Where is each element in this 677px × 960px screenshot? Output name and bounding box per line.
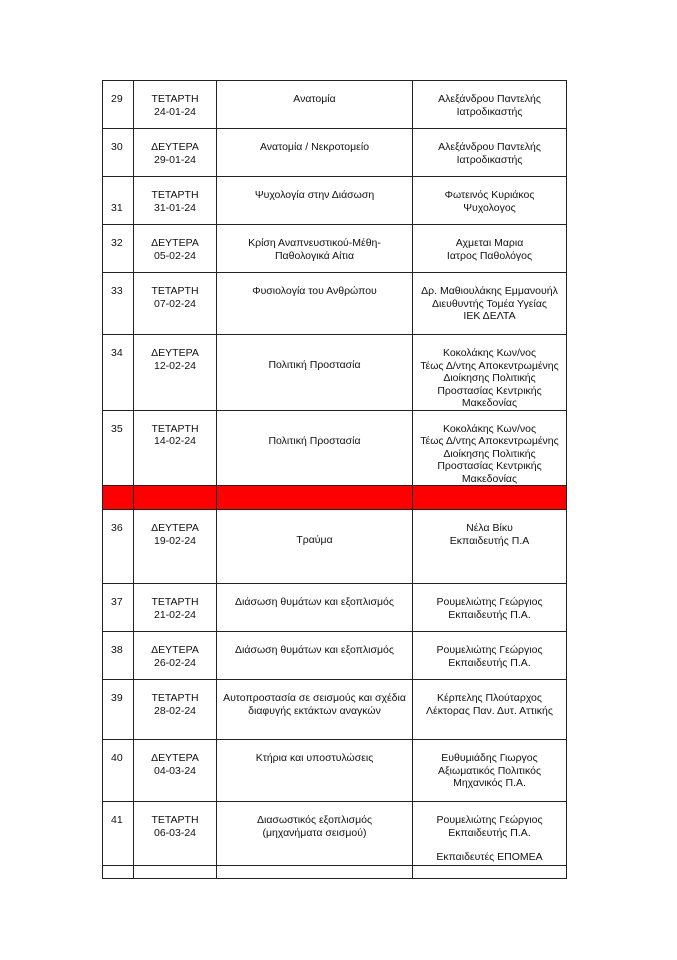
table-row xyxy=(103,740,567,802)
instructor-cell-line: Φωτεινός Κυριάκος xyxy=(444,189,535,201)
subject-cell-line: Ανατομία / Νεκροτομείο xyxy=(259,141,370,153)
instructor-cell-line: Τέως Δ/ντης Αποκεντρωμένης xyxy=(420,435,559,447)
instructor-cell-line: Εκπαιδευτής Π.Α. xyxy=(448,656,531,669)
subject-cell xyxy=(217,410,413,486)
day-name: ΤΕΤΑΡΤΗ xyxy=(151,189,199,201)
subject-cell xyxy=(217,81,413,129)
highlight-cell xyxy=(217,486,413,510)
day-name: ΤΕΤΑΡΤΗ xyxy=(151,814,199,826)
row-number: 29 xyxy=(103,81,134,129)
day-name: ΤΕΤΑΡΤΗ xyxy=(151,692,199,704)
subject-cell-line: Φυσιολογία του Ανθρώπου xyxy=(252,285,377,297)
day-name: ΔΕΥΤΕΡΑ xyxy=(151,237,199,249)
instructor-cell-line: Αλεξάνδρου Παντελής xyxy=(438,141,541,153)
table-row xyxy=(103,335,567,411)
table-row xyxy=(103,273,567,335)
instructor-cell-line: Κοκολάκης Κων/νος xyxy=(442,347,537,359)
highlight-cell xyxy=(103,486,134,510)
subject-cell xyxy=(217,584,413,632)
instructor-cell-line: Ρουμελιώτης Γεώργιος xyxy=(436,596,543,608)
subject-cell xyxy=(217,680,413,740)
subject-cell-line: Διάσωση θυμάτων και εξοπλισμός xyxy=(235,596,394,608)
instructor-cell xyxy=(413,680,567,740)
instructor-cell xyxy=(413,129,567,177)
highlight-separator-row xyxy=(103,486,567,510)
subject-cell xyxy=(217,335,413,411)
highlight-cell xyxy=(413,486,567,510)
row-number: 33 xyxy=(103,273,134,335)
schedule-body xyxy=(103,81,567,879)
date-cell xyxy=(134,335,217,411)
instructor-cell-line: Ρουμελιώτης Γεώργιος xyxy=(436,644,543,656)
instructor-cell-line: Ρουμελιώτης Γεώργιος xyxy=(436,814,543,826)
day-name: ΔΕΥΤΕΡΑ xyxy=(151,752,199,764)
highlight-cell xyxy=(134,486,217,510)
subject-cell-line: Αυτοπροστασία σε σεισμούς και σχέδια xyxy=(223,692,406,704)
instructor-cell-line: Δρ. Μαθιουλάκης Εμμανουήλ xyxy=(421,285,558,297)
date-value: 19-02-24 xyxy=(153,534,197,547)
instructor-cell-line: Τέως Δ/ντης Αποκεντρωμένης xyxy=(420,359,559,372)
date-value: 29-01-24 xyxy=(153,153,197,166)
table-row xyxy=(103,680,567,740)
instructor-cell xyxy=(413,335,567,411)
subject-cell-line xyxy=(217,347,412,359)
subject-cell-line: Παθολογικά Αίτια xyxy=(274,249,355,262)
instructor-cell-line: Ιατροδικαστής xyxy=(456,153,523,166)
subject-cell xyxy=(217,802,413,866)
date-cell xyxy=(134,632,217,680)
date-value: 26-02-24 xyxy=(153,656,197,669)
instructor-cell-line: Προστασίας Κεντρικής xyxy=(437,460,542,472)
date-cell xyxy=(134,273,217,335)
instructor-cell-line xyxy=(413,839,566,851)
day-name: ΔΕΥΤΕΡΑ xyxy=(151,522,199,534)
date-cell xyxy=(134,129,217,177)
row-number: 34 xyxy=(103,335,134,411)
instructor-cell xyxy=(413,177,567,225)
instructor-cell-line: Αχμεται Μαρια xyxy=(455,237,524,249)
instructor-cell-line: ΙΕΚ ΔΕΛΤΑ xyxy=(463,310,516,322)
date-cell xyxy=(134,510,217,584)
subject-cell xyxy=(217,510,413,584)
day-name: ΤΕΤΑΡΤΗ xyxy=(151,596,199,608)
day-name: ΔΕΥΤΕΡΑ xyxy=(151,141,199,153)
row-number: 37 xyxy=(103,584,134,632)
instructor-cell-line: Εκπαιδευτής Π.Α. xyxy=(448,826,531,839)
subject-cell-line: (μηχανήματα σεισμού) xyxy=(262,826,367,839)
empty-cell xyxy=(413,866,567,879)
date-cell xyxy=(134,81,217,129)
instructor-cell-line: Ιατρος Παθολόγος xyxy=(446,249,533,262)
instructor-cell-line: Κέρπελης Πλούταρχος xyxy=(437,692,542,704)
day-name: ΔΕΥΤΕΡΑ xyxy=(151,347,199,359)
date-value: 21-02-24 xyxy=(153,608,197,621)
subject-cell-line: διαφυγής εκτάκτων αναγκών xyxy=(248,704,381,717)
subject-cell-line: Πολιτική Προστασία xyxy=(268,434,361,447)
instructor-cell-line: Εκπαιδευτές ΕΠΟΜΕΑ xyxy=(436,851,543,863)
table-row xyxy=(103,129,567,177)
subject-cell-line: Κρίση Αναπνευστικού-Μέθη- xyxy=(248,237,381,249)
instructor-cell xyxy=(413,410,567,486)
instructor-cell-line: Διοίκησης Πολιτικής xyxy=(443,447,536,460)
date-value: 14-02-24 xyxy=(153,435,197,447)
subject-cell xyxy=(217,740,413,802)
day-name: ΤΕΤΑΡΤΗ xyxy=(151,285,199,297)
table-row xyxy=(103,81,567,129)
row-number: 36 xyxy=(103,510,134,584)
subject-cell-line: Διασωστικός εξοπλισμός xyxy=(256,814,373,826)
instructor-cell xyxy=(413,81,567,129)
subject-cell xyxy=(217,225,413,273)
date-cell xyxy=(134,225,217,273)
table-row xyxy=(103,802,567,866)
instructor-cell-line: Αξιωματικός Πολιτικός xyxy=(437,764,542,777)
subject-cell-line xyxy=(217,522,412,534)
date-value: 24-01-24 xyxy=(153,105,197,118)
row-number: 35 xyxy=(103,410,134,486)
instructor-cell-line: Μακεδονίας xyxy=(461,397,518,409)
empty-cell xyxy=(103,866,134,879)
subject-cell-line: Πολιτική Προστασία xyxy=(268,359,361,371)
instructor-cell-line: Ιατροδικαστής xyxy=(456,105,523,118)
instructor-cell xyxy=(413,740,567,802)
instructor-cell-line: Λέκτορας Παν. Δυτ. Αττικής xyxy=(426,704,553,717)
empty-cell xyxy=(134,866,217,879)
date-value: 28-02-24 xyxy=(153,704,197,717)
instructor-cell-line: Ευθυμιάδης Γιωργος xyxy=(441,752,538,764)
instructor-cell-line: Κοκολάκης Κων/νος xyxy=(442,422,537,435)
empty-cell xyxy=(217,866,413,879)
date-cell xyxy=(134,177,217,225)
instructor-cell-line: Μακεδονίας xyxy=(461,472,518,485)
instructor-cell-line: Νέλα Βίκυ xyxy=(466,522,513,534)
date-cell xyxy=(134,584,217,632)
table-row xyxy=(103,510,567,584)
date-value: 05-02-24 xyxy=(153,249,197,262)
subject-cell-line: Ανατομία xyxy=(293,93,336,105)
subject-cell xyxy=(217,177,413,225)
date-value: 06-03-24 xyxy=(153,826,197,839)
day-name: ΔΕΥΤΕΡΑ xyxy=(151,644,199,656)
subject-cell-line: Ψυχολογία στην Διάσωση xyxy=(254,189,375,201)
row-number: 41 xyxy=(103,802,134,866)
instructor-cell-line: Εκπαιδευτής Π.Α xyxy=(449,534,530,547)
row-number: 30 xyxy=(103,129,134,177)
date-cell xyxy=(134,680,217,740)
table-row xyxy=(103,632,567,680)
date-value: 31-01-24 xyxy=(153,201,197,214)
table-row xyxy=(103,584,567,632)
table-row xyxy=(103,225,567,273)
instructor-cell-line: Διευθυντής Τομέα Υγείας xyxy=(432,297,547,310)
instructor-cell-line: Αλεξάνδρου Παντελής xyxy=(438,93,541,105)
empty-row xyxy=(103,866,567,879)
table-row xyxy=(103,410,567,486)
instructor-cell xyxy=(413,632,567,680)
date-value: 07-02-24 xyxy=(153,297,197,310)
instructor-cell xyxy=(413,802,567,866)
date-value: 04-03-24 xyxy=(153,764,197,777)
subject-cell-line: Κτήρια και υποστυλώσεις xyxy=(255,752,374,764)
day-name: ΤΕΤΑΡΤΗ xyxy=(151,93,199,105)
row-number: 39 xyxy=(103,680,134,740)
instructor-cell-line: Εκπαιδευτής Π.Α. xyxy=(448,608,531,621)
instructor-cell xyxy=(413,584,567,632)
schedule-table xyxy=(102,80,567,879)
row-number: 31 xyxy=(103,177,134,225)
instructor-cell xyxy=(413,273,567,335)
instructor-cell-line: Διοίκησης Πολιτικής xyxy=(443,372,536,384)
day-name: ΤΕΤΑΡΤΗ xyxy=(151,422,199,435)
row-number: 32 xyxy=(103,225,134,273)
date-cell xyxy=(134,802,217,866)
subject-cell xyxy=(217,129,413,177)
date-value: 12-02-24 xyxy=(153,359,197,372)
instructor-cell-line: Μηχανικός Π.Α. xyxy=(453,777,526,789)
subject-cell-line xyxy=(217,423,412,435)
subject-cell-line: Τραύμα xyxy=(296,534,333,546)
instructor-cell-line: Ψυχολογος xyxy=(463,201,516,214)
date-cell xyxy=(134,740,217,802)
instructor-cell xyxy=(413,510,567,584)
instructor-cell-line: Προστασίας Κεντρικής xyxy=(437,384,542,397)
instructor-cell xyxy=(413,225,567,273)
subject-cell xyxy=(217,632,413,680)
subject-cell xyxy=(217,273,413,335)
row-number: 40 xyxy=(103,740,134,802)
table-row xyxy=(103,177,567,225)
row-number: 38 xyxy=(103,632,134,680)
subject-cell-line: Διάσωση θυμάτων και εξοπλισμός xyxy=(235,644,394,656)
date-cell xyxy=(134,410,217,486)
